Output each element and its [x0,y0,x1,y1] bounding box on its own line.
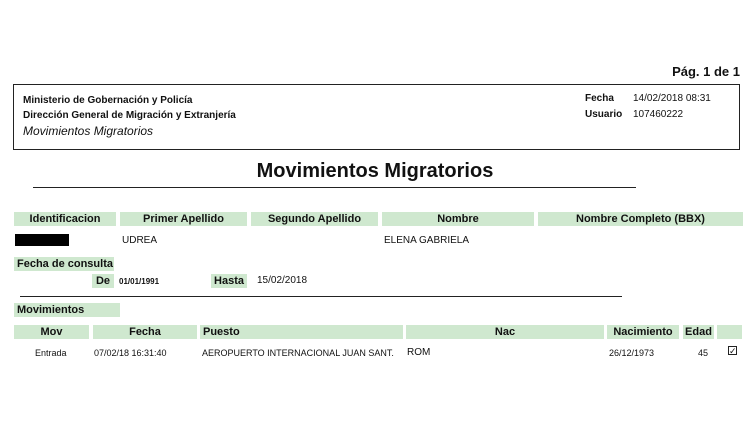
col-header-check [717,325,742,339]
page-number: Pág. 1 de 1 [672,64,740,79]
col-header-nombre: Nombre [382,212,534,226]
hasta-value: 15/02/2018 [257,275,308,286]
page-title: Movimientos Migratorios [256,160,494,182]
fecha-label: Fecha [585,93,614,104]
col-header-identificacion: Identificacion [14,212,116,226]
col-header-nacimiento: Nacimiento [607,325,679,339]
nac-value: ROM [407,347,431,358]
nombre-value: ELENA GABRIELA [384,235,470,246]
nacimiento-value: 26/12/1973 [609,348,655,358]
col-header-nac: Nac [406,325,604,339]
col-header-primer-apellido: Primer Apellido [120,212,247,226]
edad-value: 45 [698,348,709,358]
primer-apellido-value: UDREA [122,235,158,246]
col-header-nombre-completo: Nombre Completo (BBX) [538,212,743,226]
direction-name: Dirección General de Migración y Extranjería [23,110,236,121]
ministry-name: Ministerio de Gobernación y Policía [23,95,193,106]
header-box [13,84,740,150]
fecha-value: 14/02/2018 08:31 [633,93,711,104]
row-checkbox[interactable]: ✓ [729,346,737,356]
fecha-consulta-label: Fecha de consulta [14,257,114,271]
de-value: 01/01/1991 [119,277,160,286]
puesto-value: AEROPUERTO INTERNACIONAL JUAN SANT. [202,348,394,358]
usuario-value: 107460222 [633,109,684,120]
report-subtitle: Movimientos Migratorios [23,124,154,138]
movimientos-label: Movimientos [14,303,120,317]
fecha-mov-value: 07/02/18 16:31:40 [94,348,167,358]
col-header-mov: Mov [14,325,89,339]
title-rule [33,187,636,188]
consulta-rule [20,296,622,297]
col-header-segundo-apellido: Segundo Apellido [251,212,378,226]
col-header-puesto: Puesto [200,325,403,339]
usuario-label: Usuario [585,109,623,120]
table-row [0,345,750,359]
col-header-fecha: Fecha [93,325,197,339]
col-header-edad: Edad [683,325,714,339]
mov-value: Entrada [35,348,67,358]
de-label: De [92,274,114,288]
hasta-label: Hasta [211,274,247,288]
redacted-identificacion [15,234,69,246]
